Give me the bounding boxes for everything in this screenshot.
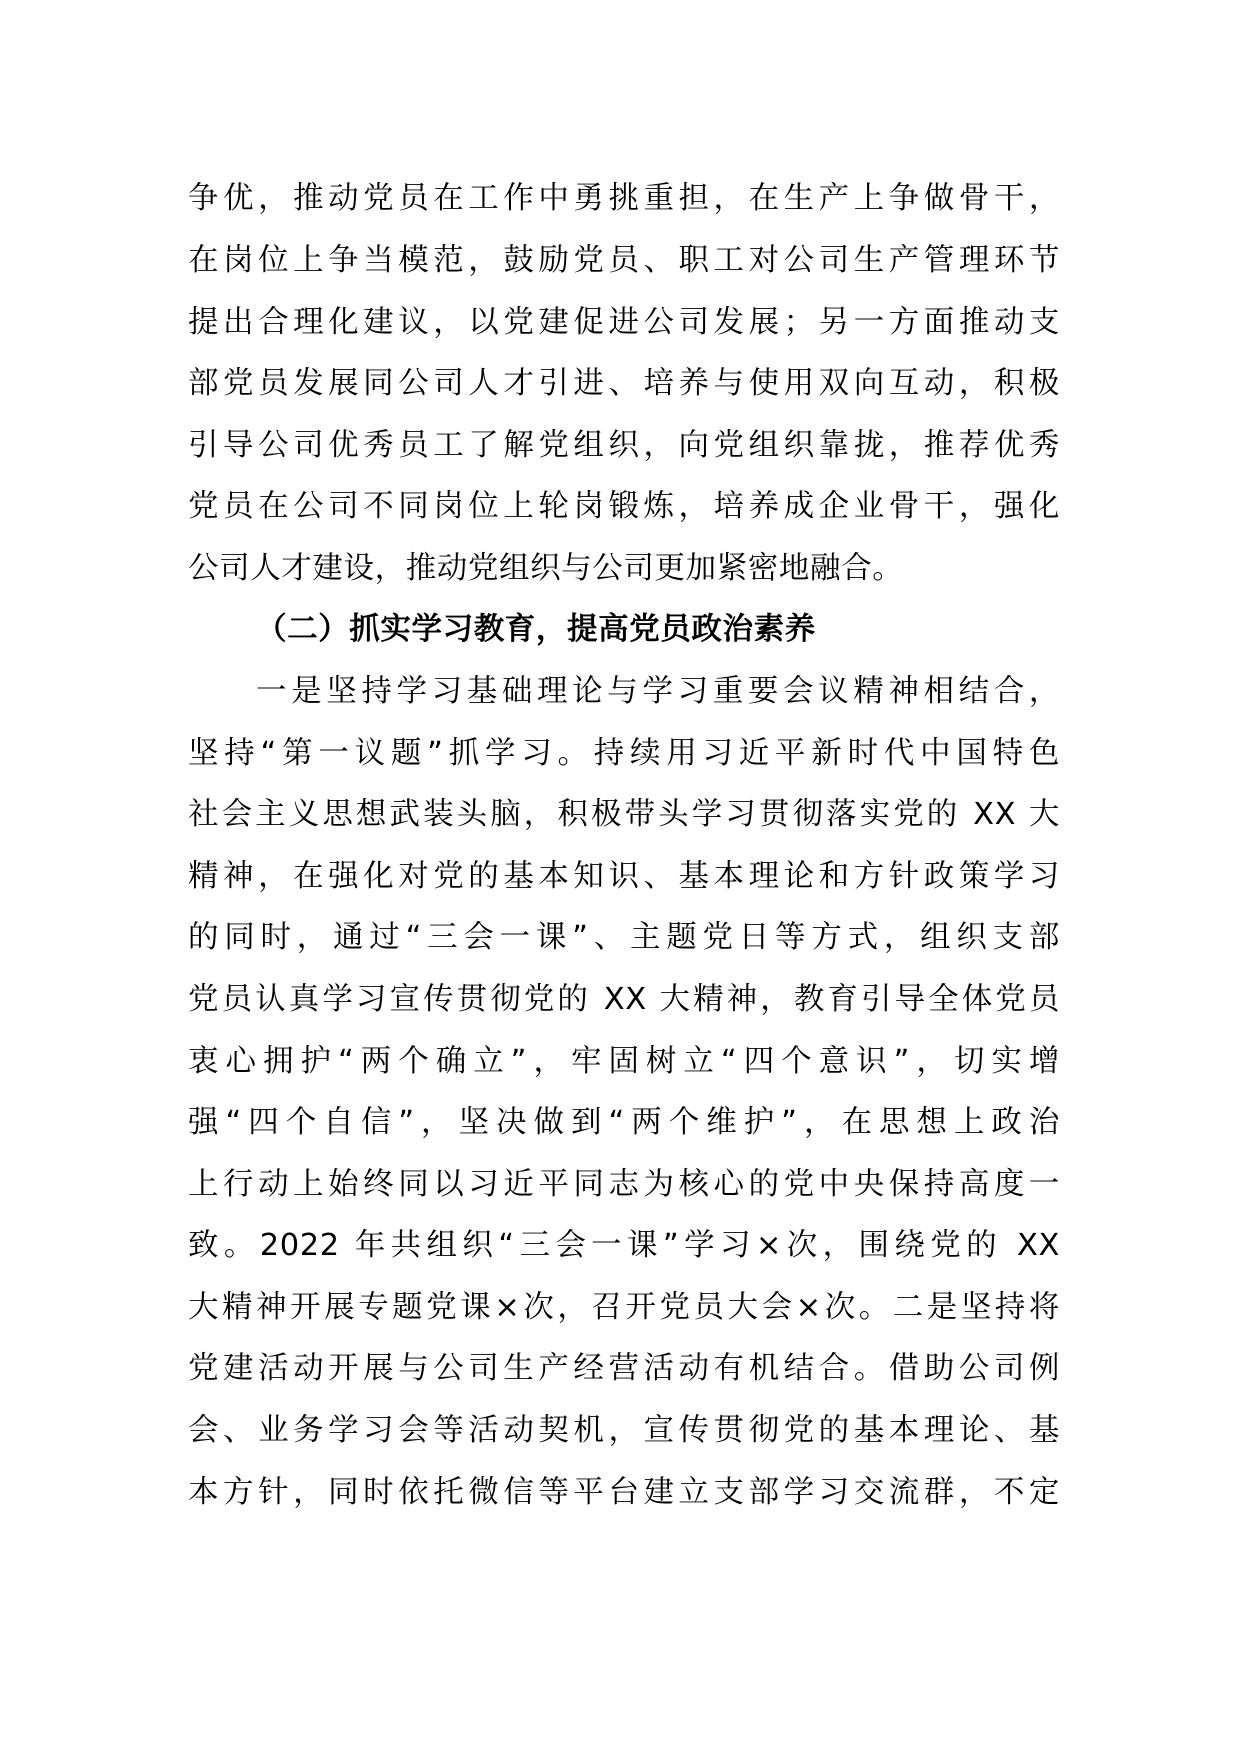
text-line: 强“四个自信”，坚决做到“两个维护”，在思想上政治 bbox=[188, 1105, 1060, 1140]
text-line: 会、业务学习会等活动契机，宣传贯彻党的基本理论、基 bbox=[188, 1413, 1060, 1448]
text-line: 上行动上始终同以习近平同志为核心的党中央保持高度一 bbox=[188, 1167, 1060, 1202]
section-heading: （二）抓实学习教育，提高党员政治素养 bbox=[256, 612, 816, 647]
text-line: 致。2022 年共组织“三会一课”学习×次，围绕党的 XX bbox=[188, 1228, 1060, 1263]
text-line: 精神，在强化对党的基本知识、基本理论和方针政策学习 bbox=[188, 859, 1060, 894]
text-line: 大精神开展专题党课×次，召开党员大会×次。二是坚持将 bbox=[188, 1290, 1060, 1325]
text-line: 一是坚持学习基础理论与学习重要会议精神相结合， bbox=[256, 674, 1060, 709]
text-line: 党员认真学习宣传贯彻党的 XX 大精神，教育引导全体党员 bbox=[188, 982, 1060, 1017]
text-line: 的同时，通过“三会一课”、主题党日等方式，组织支部 bbox=[188, 920, 1060, 955]
text-line: 衷心拥护“两个确立”，牢固树立“四个意识”，切实增 bbox=[188, 1044, 1060, 1079]
text-line: 坚持“第一议题”抓学习。持续用习近平新时代中国特色 bbox=[188, 736, 1060, 771]
text-line: 本方针，同时依托微信等平台建立支部学习交流群，不定 bbox=[188, 1475, 1060, 1510]
text-line: 公司人才建设，推动党组织与公司更加紧密地融合。 bbox=[188, 551, 904, 586]
text-line: 提出合理化建议，以党建促进公司发展；另一方面推动支 bbox=[188, 305, 1060, 340]
text-line: 在岗位上争当模范，鼓励党员、职工对公司生产管理环节 bbox=[188, 243, 1060, 278]
text-line: 引导公司优秀员工了解党组织，向党组织靠拢，推荐优秀 bbox=[188, 428, 1060, 463]
text-line: 党员在公司不同岗位上轮岗锻炼，培养成企业骨干，强化 bbox=[188, 489, 1060, 524]
text-line: 社会主义思想武装头脑，积极带头学习贯彻落实党的 XX 大 bbox=[188, 797, 1060, 832]
text-line: 部党员发展同公司人才引进、培养与使用双向互动，积极 bbox=[188, 366, 1060, 401]
text-line: 争优，推动党员在工作中勇挑重担，在生产上争做骨干， bbox=[188, 181, 1060, 216]
text-line: 党建活动开展与公司生产经营活动有机结合。借助公司例 bbox=[188, 1351, 1060, 1386]
